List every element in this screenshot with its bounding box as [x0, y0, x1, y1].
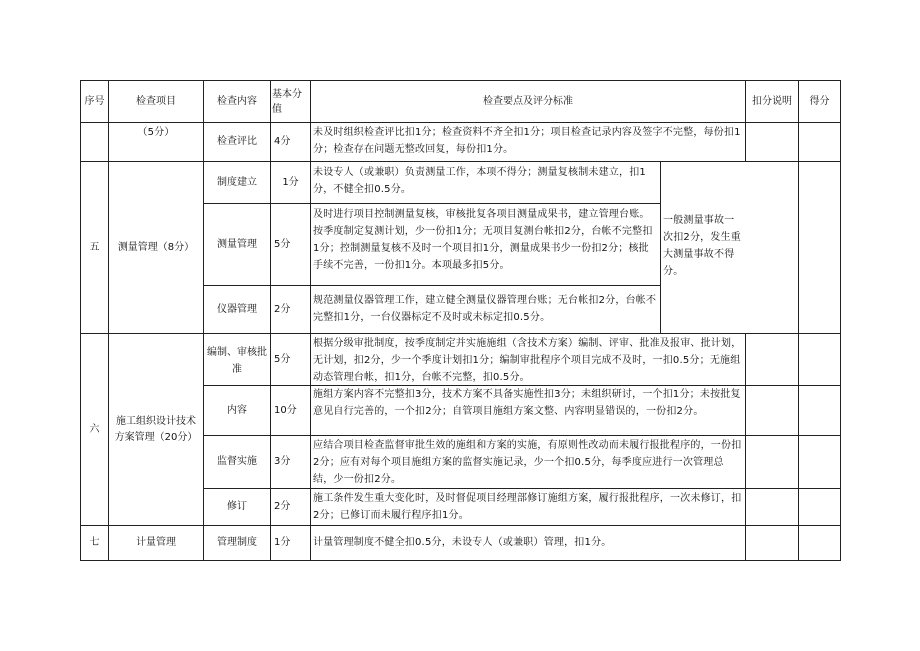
section7-item: 计量管理 [136, 537, 176, 548]
section6-item: 施工组织设计技术方案管理（20分） [114, 415, 198, 443]
section7-score: 1分 [274, 537, 291, 548]
header-deduct-note: 扣分说明 [752, 95, 792, 107]
table-border-bottom [80, 560, 841, 561]
header-content: 检查内容 [217, 95, 257, 107]
section6-row3-score: 3分 [274, 456, 291, 467]
prev-content: 检查评比 [217, 136, 257, 147]
section6-row3-criteria: 应结合项目检查监督审批生效的施组和方案的实施，有原则性改动而未履行报批程序的，一份扣2分；应有对每个项目施组方案的监督实施记录，少一个扣0.5分，每季度应进行一次管理总结，少一份扣2分。 [313, 440, 742, 485]
table-border-right [840, 80, 841, 561]
col-divider [798, 80, 799, 561]
section5-row1-criteria: 未设专人（或兼职）负责测量工作，本项不得分；测量复核制未建立，扣1分，不健全扣0.5分。 [313, 167, 646, 195]
prev-criteria: 未及时组织检查评比扣1分；检查资料不齐全扣1分；项目检查记录内容及签字不完整，每份扣1分；检查存在问题无整改回复，每份扣1分。 [313, 127, 741, 155]
section7-content: 管理制度 [217, 537, 257, 548]
section5-item: 测量管理（8分） [117, 241, 195, 253]
section5-seq: 五 [89, 241, 100, 253]
section7-criteria: 计量管理制度不健全扣0.5分，未设专人（或兼职）管理，扣1分。 [313, 537, 612, 548]
header-got: 得分 [809, 95, 830, 107]
section6-row1-content: 编制、审核批准 [207, 346, 267, 375]
section5-row3-criteria: 规范测量仪器管理工作，建立健全测量仪器管理台账；无台帐扣2分，台帐不完整扣1分，一台仪器标定不及时或未标定扣0.5分。 [313, 295, 657, 323]
section6-row1-criteria: 根据分级审批制度，按季度制定并实施施组（含技术方案）编制、评审、批准及报审、批计划，无计划，扣2分，少一个季度计划扣1分；编制审批程序个项目完成不及时，一扣0.5分；无施组动态管理台帐，扣1分，台帐不完整，扣0.5分。 [313, 338, 742, 383]
section5-row1-content: 制度建立 [217, 176, 257, 188]
header-score: 基本分值 [272, 88, 302, 115]
section5-row3-score: 2分 [274, 303, 291, 315]
row-divider [80, 122, 841, 123]
section5-row1-score: 1分 [282, 176, 299, 188]
section6-seq: 六 [89, 423, 100, 435]
prev-item-tail: （5分） [137, 127, 175, 138]
section7-seq: 七 [89, 537, 100, 548]
section6-row4-criteria: 施工条件发生重大变化时，及时督促项目经理部修订施组方案，履行报批程序，一次未修订，扣2分；已修订而未履行程序扣1分。 [313, 493, 742, 521]
header-item: 检查项目 [136, 95, 176, 107]
section6-row4-content: 修订 [227, 501, 247, 512]
section5-row2-content: 测量管理 [217, 238, 257, 250]
section5-row2-score: 5分 [274, 238, 291, 250]
section5-note: 一般测量事故一次扣2分，发生重大测量事故不得分。 [663, 215, 741, 277]
section6-row2-score: 10分 [274, 404, 297, 416]
section6-row3-content: 监督实施 [217, 456, 257, 467]
col-divider [745, 333, 746, 561]
section6-row2-content: 内容 [227, 404, 247, 416]
section6-row2-criteria: 施组方案内容不完整扣3分，技术方案不具备实施性扣3分；未组织研讨，一个扣1分；未按批复意见自行完善的，一个扣2分；自管项目施组方案文整、内容明显错误的，一份扣2分。 [313, 389, 741, 417]
header-seq: 序号 [84, 95, 105, 107]
section5-row2-criteria: 及时进行项目控制测量复核，审核批复各项目测量成果书，建立管理台账。按季度制定复测计划，少一份扣1分；无项目复测台帐扣2分，台帐不完整扣1分；控制测量复核不及时一个项目扣1分，测量成果书少一份扣2分；核批手续不完善，一份扣1分。本项最多扣5分。 [313, 209, 653, 271]
col-divider [660, 161, 661, 334]
prev-score: 4分 [274, 136, 291, 147]
header-criteria: 检查要点及评分标准 [483, 95, 573, 107]
section6-row4-score: 2分 [274, 501, 291, 512]
section6-row1-score: 5分 [274, 353, 291, 365]
section5-row3-content: 仪器管理 [217, 303, 257, 315]
